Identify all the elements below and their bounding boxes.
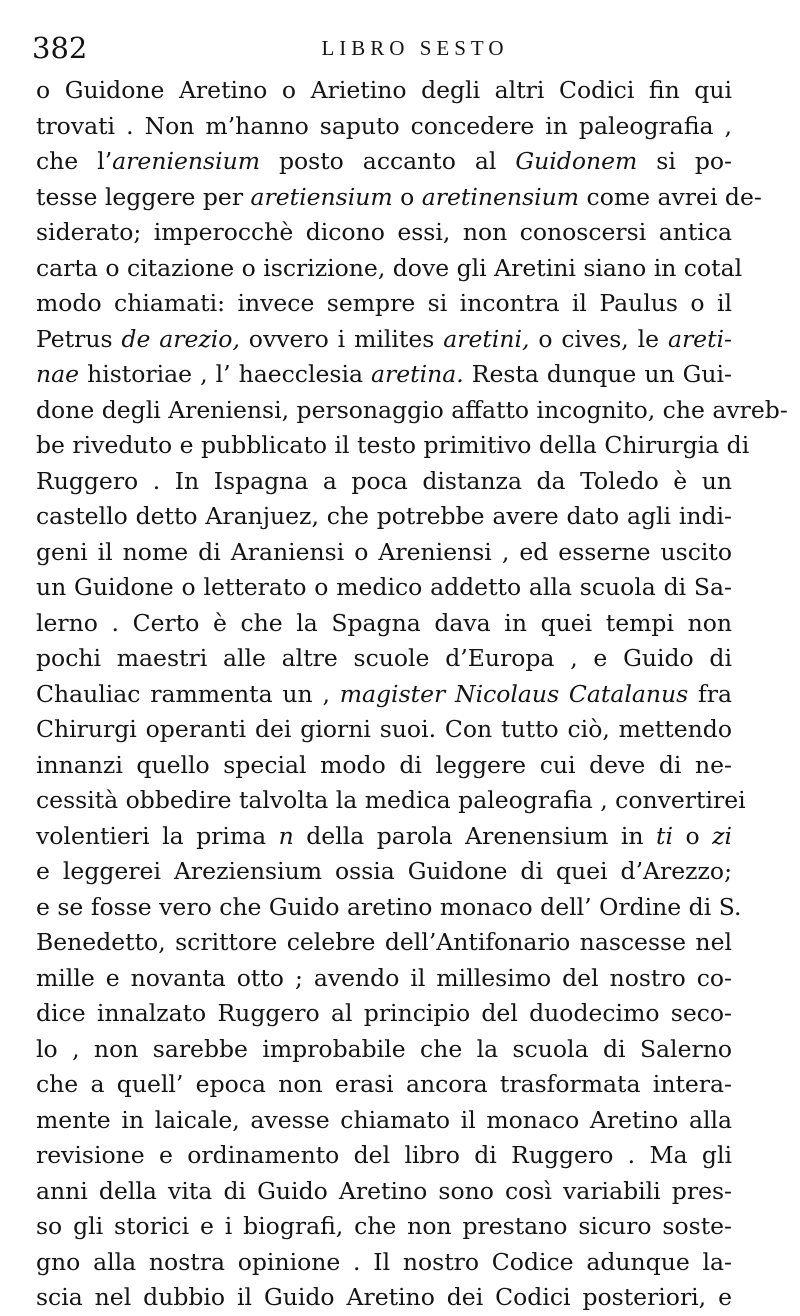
text-line: cessità obbedire talvolta la medica paleografia , convertirei	[36, 786, 746, 814]
italic-text: magister Nicolaus Catalanus	[339, 679, 689, 708]
text-line: che a quell’ epoca non erasi ancora trasformata intera-	[36, 1070, 732, 1098]
text-line: be riveduto e pubblicato il testo primitivo della Chirurgia di	[36, 431, 750, 459]
italic-text: aretinensium	[421, 182, 580, 211]
text-line: modo chiamati: invece sempre si incontra il Paulus o il	[36, 289, 732, 317]
italic-text: aretiensium	[250, 182, 393, 211]
text-line: Chauliac rammenta un , magister Nicolaus Catalanus fra	[36, 679, 732, 708]
page-number: 382	[32, 31, 88, 65]
text-line: pochi maestri alle altre scuole d’Europa , e Guido di	[36, 644, 732, 672]
text-line: gno alla nostra opinione . Il nostro Codice adunque la-	[36, 1247, 732, 1276]
running-head	[30, 30, 770, 66]
text-line: geni il nome di Araniensi o Areniensi , ed esserne uscito	[36, 537, 732, 566]
italic-text: de arezio,	[121, 324, 240, 353]
text-line: Benedetto, scrittore celebre dell’Antifonario nascesse nel	[36, 928, 732, 956]
text-line: Chirurgi operanti dei giorni suoi. Con tutto ciò, mettendo	[36, 715, 732, 743]
text-line: done degli Areniensi, personaggio affatto incognito, che avreb-	[36, 395, 788, 424]
text-line: trovati . Non m’hanno saputo concedere in paleografia ,	[36, 111, 732, 140]
text-line: un Guidone o letterato o medico addetto alla scuola di Sa-	[36, 573, 732, 601]
text-line: nae historiae , l’ haecclesia aretina. Resta dunque un Gui-	[36, 360, 732, 388]
text-line: Petrus de arezio, ovvero i milites aretini, o cives, le areti-	[36, 324, 732, 353]
text-line: lo , non sarebbe improbabile che la scuola di Salerno	[36, 1034, 732, 1063]
text-line: Ruggero . In Ispagna a poca distanza da Toledo è un	[36, 466, 732, 495]
italic-text: ti	[656, 821, 673, 850]
italic-text: Guidonem	[515, 147, 638, 175]
text-line: carta o citazione o iscrizione, dove gli Aretini siano in cotal	[36, 253, 743, 282]
running-title: LIBRO SESTO	[321, 36, 509, 60]
italic-text: aretini,	[443, 324, 530, 353]
text-line: so gli storici e i biografi, che non prestano sicuro soste-	[36, 1212, 732, 1240]
text-line: mille e novanta otto ; avendo il millesimo del nostro co-	[36, 963, 732, 992]
text-line: revisione e ordinamento del libro di Ruggero . Ma gli	[36, 1141, 732, 1169]
italic-text: nae	[36, 360, 80, 388]
text-line: e se fosse vero che Guido aretino monaco dell’ Ordine di S.	[36, 892, 742, 921]
text-line: volentieri la prima n della parola Arenensium in ti o zi	[36, 821, 732, 850]
text-line: e leggerei Areziensium ossia Guidone di quei d’Arezzo;	[36, 857, 732, 885]
italic-text: zi	[712, 821, 732, 850]
italic-text: n	[278, 821, 294, 850]
text-line: castello detto Aranjuez, che potrebbe avere dato agli indi-	[36, 502, 732, 530]
text-line: che l’areniensium posto accanto al Guidonem si po-	[36, 147, 732, 175]
text-line: siderato; imperocchè dicono essi, non conoscersi antica	[36, 218, 732, 246]
text-line: innanzi quello special modo di leggere cui deve di ne-	[36, 750, 732, 779]
text-line: tesse leggere per aretiensium o aretinensium come avrei de-	[36, 182, 762, 211]
text-line: scia nel dubbio il Guido Aretino dei Codici posteriori, e	[36, 1283, 732, 1311]
italic-text: areniensium	[112, 147, 261, 175]
text-line: anni della vita di Guido Aretino sono così variabili pres-	[36, 1176, 732, 1205]
text-line: o Guidone Aretino o Arietino degli altri Codici fin qui	[36, 76, 732, 104]
italic-text: aretina.	[371, 360, 464, 388]
text-line: dice innalzato Ruggero al principio del duodecimo seco-	[36, 999, 732, 1027]
text-line: lerno . Certo è che la Spagna dava in quei tempi non	[36, 608, 732, 637]
italic-text: areti-	[667, 324, 732, 353]
text-line: mente in laicale, avesse chiamato il monaco Aretino alla	[36, 1105, 732, 1134]
body-text	[36, 73, 788, 1316]
